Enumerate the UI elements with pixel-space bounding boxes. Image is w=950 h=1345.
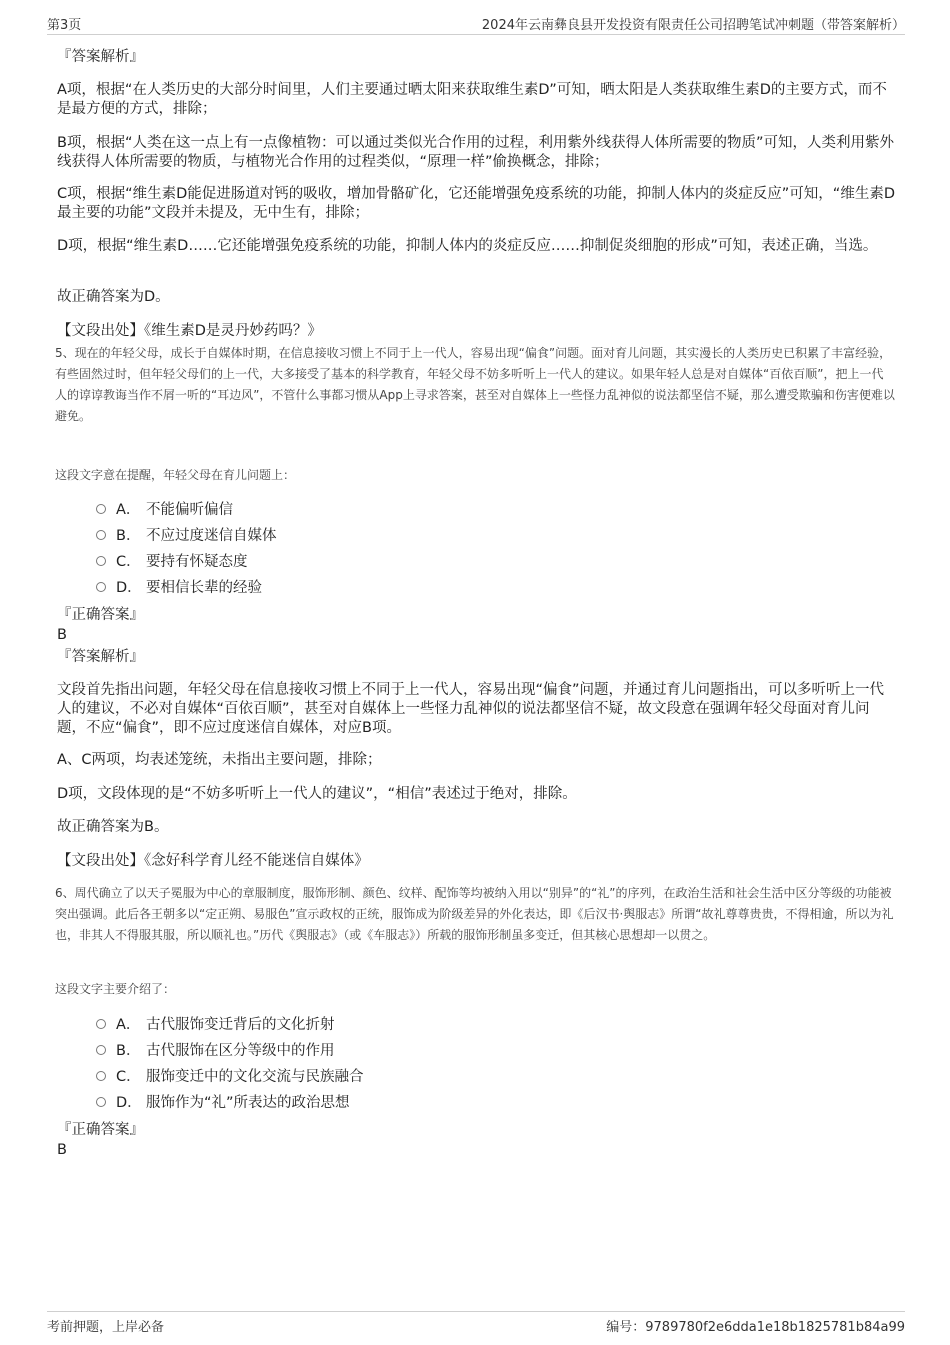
q4-analysis-c: C项，根据“维生素D能促进肠道对钙的吸收，增加骨骼矿化，它还能增强免疫系统的功能，抑制人体内的炎症反应”可知，“维生素D最主要的功能”文段并未提及，无中生有，排除； [57, 186, 895, 221]
q6-option-b[interactable]: B． 古代服饰在区分等级中的作用 [96, 1041, 335, 1061]
q5-option-c[interactable]: C． 要持有怀疑态度 [96, 552, 248, 572]
q6-option-c[interactable]: C． 服饰变迁中的文化交流与民族融合 [96, 1067, 364, 1087]
q4-analysis-b: B项，根据“人类在这一点上有一点像植物：可以通过类似光合作用的过程，利用紫外线获得人体所需要的物质”可知，人类利用紫外线获得人体所需要的物质，与植物光合作用的过程类似，“原理一样”偷换概念，排除； [57, 135, 894, 170]
q4-analysis-label: 『答案解析』 [57, 49, 144, 65]
q5-option-a[interactable]: A． 不能偏听偏信 [96, 500, 233, 520]
radio-icon[interactable] [96, 1019, 106, 1029]
q4-analysis-d: D项，根据“维生素D……它还能增强免疫系统的功能，抑制人体内的炎症反应……抑制促炎细胞的形成”可知，表述正确，当选。 [57, 238, 878, 254]
page-footer [47, 1311, 905, 1336]
q5-question: 这段文字意在提醒，年轻父母在育儿问题上： [55, 468, 296, 482]
radio-icon[interactable] [96, 1071, 106, 1081]
q5-analysis: 文段首先指出问题，年轻父母在信息接收习惯上不同于上一代人，容易出现“偏食”问题，并通过育儿问题指出，可以多听听上一代人的建议，不必对自媒体“百依百顺”，甚至对自媒体上一些怪力乱神似的说法都坚信不疑，故文段意在强调年轻父母面对育儿问题，不应“偏食”，即不应过度迷信自媒体，对应B项。 [57, 682, 885, 736]
q5-option-b[interactable]: B． 不应过度迷信自媒体 [96, 526, 277, 546]
page-number: 第3页 [47, 18, 82, 33]
q6-option-a[interactable]: A． 古代服饰变迁背后的文化折射 [96, 1015, 335, 1035]
q6-option-d[interactable]: D． 服饰作为“礼”所表达的政治思想 [96, 1093, 350, 1113]
q6-answer-label: 『正确答案』 [57, 1122, 144, 1138]
q6-stem: 6、周代确立了以天子冕服为中心的章服制度，服饰形制、颜色、纹样、配饰等均被纳入用以“别异”的“礼”的序列，在政治生活和社会生活中区分等级的功能被突出强调。此后各王朝多以“定正朔、易服色”宣示政权的正统，服饰成为阶级差异的外化表达，即《后汉书·舆服志》所谓“故礼尊尊贵贵，不得相逾，所以为礼也，非其人不得服其服，所以顺礼也。”历代《舆服志》（或《车服志》）所载的服饰形制虽多变迁，但其核心思想却一以贯之。 [55, 886, 894, 942]
q5-analysis-ac: A、C两项，均表述笼统，未指出主要问题，排除； [57, 752, 382, 768]
q5-conclusion: 故正确答案为B。 [57, 819, 169, 835]
radio-icon[interactable] [96, 582, 106, 592]
page-header [47, 12, 905, 35]
radio-icon[interactable] [96, 530, 106, 540]
q5-stem: 5、现在的年轻父母，成长于自媒体时期，在信息接收习惯上不同于上一代人，容易出现“偏食”问题。面对育儿问题，其实漫长的人类历史已积累了丰富经验，有些固然过时，但年轻父母们的上一代，大多接受了基本的科学教育，年轻父母不妨多听听上一代人的建议。如果年轻人总是对自媒体“百依百顺”，把上一代人的谆谆教诲当作不屑一听的“耳边风”，不管什么事都习惯从App上寻求答案，甚至对自媒体上一些怪力乱神似的说法都坚信不疑，那么遭受欺骗和伤害便难以避免。 [55, 346, 895, 423]
document-title: 2024年云南彝良县开发投资有限责任公司招聘笔试冲刺题（带答案解析） [481, 18, 905, 33]
q5-option-d[interactable]: D． 要相信长辈的经验 [96, 578, 262, 598]
q5-answer-label: 『正确答案』 [57, 607, 144, 623]
radio-icon[interactable] [96, 1097, 106, 1107]
q4-analysis-a: A项，根据“在人类历史的大部分时间里，人们主要通过晒太阳来获取维生素D”可知，晒太阳是人类获取维生素D的主要方式，而不是最方便的方式，排除； [57, 82, 887, 117]
q5-source: 【文段出处】《念好科学育儿经不能迷信自媒体》 [57, 853, 369, 869]
radio-icon[interactable] [96, 504, 106, 514]
q5-analysis-label: 『答案解析』 [57, 649, 144, 665]
footer-code: 编号：9789780f2e6dda1e18b1825781b84a99 [606, 1320, 905, 1335]
q5-analysis-d: D项，文段体现的是“不妨多听听上一代人的建议”，“相信”表述过于绝对，排除。 [57, 786, 577, 802]
q4-conclusion: 故正确答案为D。 [57, 289, 170, 305]
q6-question: 这段文字主要介绍了： [55, 982, 176, 996]
q6-answer: B [57, 1142, 67, 1158]
q5-answer: B [57, 627, 67, 643]
radio-icon[interactable] [96, 556, 106, 566]
q4-source: 【文段出处】《维生素D是灵丹妙药吗？》 [57, 323, 322, 339]
radio-icon[interactable] [96, 1045, 106, 1055]
footer-slogan: 考前押题，上岸必备 [47, 1320, 165, 1335]
